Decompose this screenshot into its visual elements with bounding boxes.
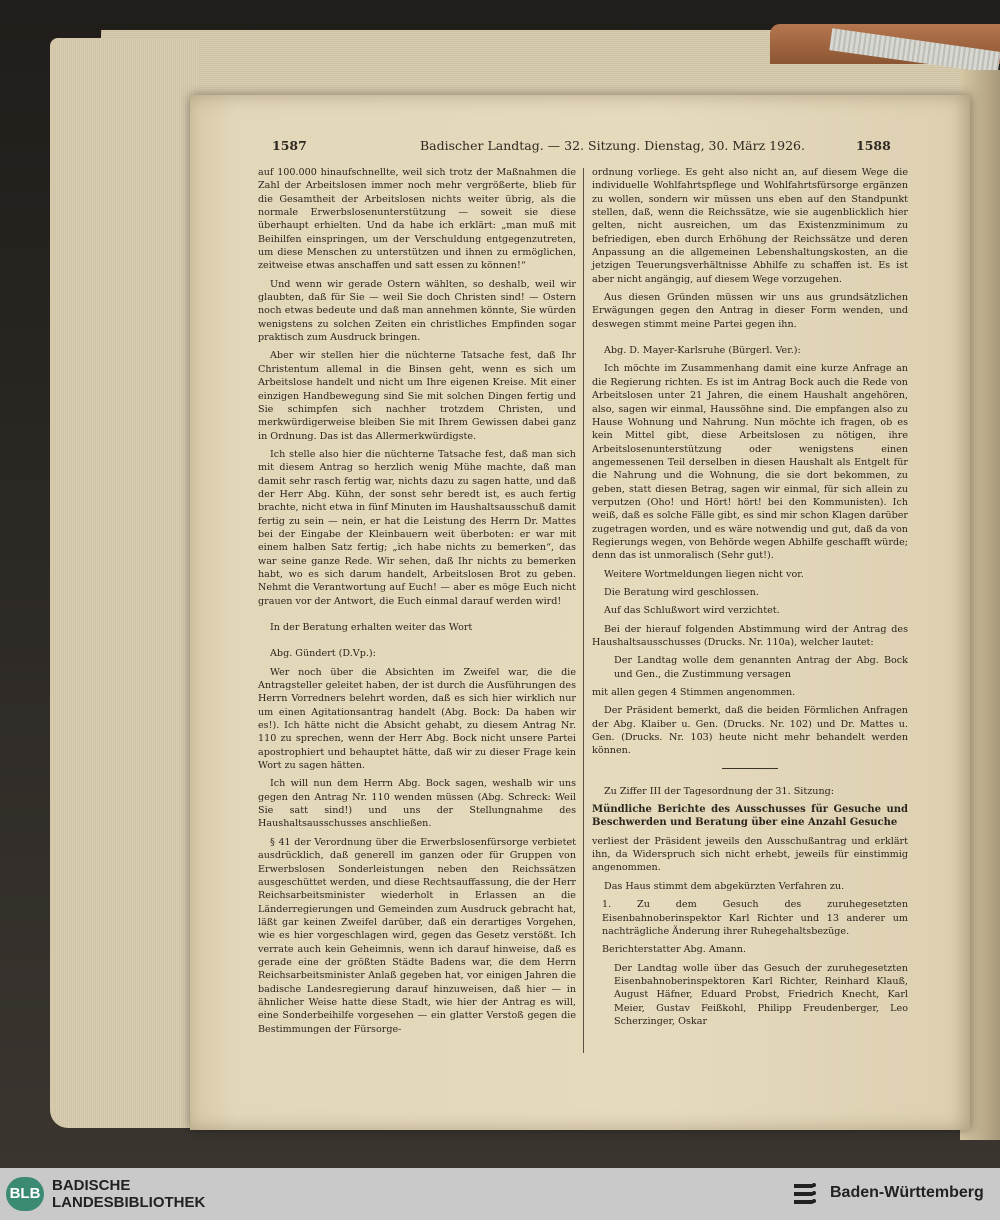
paragraph: Die Beratung wird geschlossen. bbox=[604, 586, 759, 598]
paragraph: Ich stelle also hier die nüchterne Tatsache fest, daß man sich mit diesem Antrag so herzlich wenig Mühe machte, daß man damit sehr rasch fertig war, nichts dazu zu sagen hatte, und daß der Herr Abg. Kühn, der sonst sehr beredt ist, es auch fertig brachte, nicht etwa in fünf Minuten im Haushaltsausschuß damit fertig zu sein — nein, er hat die Leistung des Herrn Dr. Mattes bei der Eingabe der Kleinbauern weit überboten: er war mit einem halben Satz fertig; „ich habe nichts zu bemerken“, das war seine ganze Rede. Wir sehen, daß Ihr nichts zu bemerken habt, wo es sich darum handelt, Arbeitslosen Brot zu geben. Nehmt die Verantwortung auf Euch! — aber es möge Euch nicht grauen vor der Antwort, die Euch einmal darauf werden wird! bbox=[258, 448, 576, 607]
paragraph: mit allen gegen 4 Stimmen angenommen. bbox=[592, 687, 796, 699]
section-heading: Mündliche Berichte des Ausschusses für Gesuche und Beschwerden und Beratung über eine Anzahl Gesuche bbox=[592, 804, 908, 829]
column-divider bbox=[583, 168, 584, 1053]
paragraph: Weitere Wortmeldungen liegen nicht vor. bbox=[604, 568, 804, 580]
paragraph: § 41 der Verordnung über die Erwerbslosenfürsorge verbietet ausdrücklich, daß generell im ganzen oder für Gruppen von Erwerbslosen Sonderleistungen neben den Reichssätzen ausgeschüttet werden, und diese Rechtsauffassung, die der Herr Reichsarbeitsminister wiederholt in Erlassen an die Länderregierungen und Gemeinden zum Ausdruck gebracht hat, läßt gar keinen Zweifel darüber, daß ein derartiges Vorgehen, wie es hier vorgeschlagen wird, gegen das Gesetz verstößt. Ich verrate auch kein Geheimnis, wenn ich darauf hinweise, daß es gerade eine der größten Städte Badens war, die dem Herrn Reichsarbeitsminister Anlaß gegeben hat, vor einigen Jahren die badische Landesregierung darauf hinzuweisen, daß hier — in ähnlicher Weise hatte diese Stadt, wie hier der Antrag es will, eine Sonderbeihilfe vorgesehen — ein glatter Verstoß gegen die Bestimmungen der Fürsorge- bbox=[258, 836, 576, 1035]
paragraph: Berichterstatter Abg. Amann. bbox=[602, 944, 747, 956]
library-name-line1: BADISCHE bbox=[52, 1177, 131, 1194]
page-number-left: 1587 bbox=[272, 138, 307, 153]
paragraph: Wer noch über die Absichten im Zweifel war, die die Antragsteller geleitet haben, der ist durch die Ausführungen des Herrn Vorredners belehrt worden, daß es sich hier wirklich nur um einen Agitationsantrag handelt (Abg. Bock: Da haben wir es!). Ich hätte nicht die Absicht gehabt, zu diesem Antrag Nr. 110 zu sprechen, wenn der Herr Abg. Bock nicht unsere Partei apostrophiert und behauptet hätte, daß wir zu dieser Frage kein Wort zu sagen hätten. bbox=[258, 666, 576, 772]
page-number-right: 1588 bbox=[856, 138, 891, 153]
blb-logo: BLB bbox=[6, 1177, 44, 1211]
right-column bbox=[592, 166, 908, 1033]
speaker-line: Abg. D. Mayer-Karlsruhe (Bürgerl. Ver.): bbox=[604, 345, 801, 357]
paragraph: Das Haus stimmt dem abgekürzten Verfahren zu. bbox=[604, 880, 845, 892]
running-header: Badischer Landtag. — 32. Sitzung. Dienstag, 30. März 1926. bbox=[420, 138, 805, 153]
page-stack-left bbox=[50, 38, 200, 1128]
paragraph: Ich will nun dem Herrn Abg. Bock sagen, weshalb wir uns gegen den Antrag Nr. 110 wenden müssen (Abg. Schreck: Weil Sie satt sind!) und uns der Stellungnahme des Haushaltsausschusses anschließen. bbox=[258, 778, 576, 830]
speaker-line: Abg. Gündert (D.Vp.): bbox=[270, 648, 376, 660]
paragraph: ordnung vorliege. Es geht also nicht an, auf diesem Wege die individuelle Wohlfahrtspflege und Wohlfahrtsfürsorge ergänzen zu wollen, sondern wir müssen uns eben auf den Standpunkt stellen, daß, wenn die Reichssätze, wie sie augenblicklich hier gelten, nicht ausreichen, um das Existenzminimum zu befriedigen, eben durch Erhöhung der Reichssätze und deren Anpassung an die allgemeinen Lebenshaltungskosten, an die jetzigen Teuerungsverhältnisse Abhilfe zu schaffen ist. Es ist aber nicht angängig, auf diesem Wege vorzugehen. bbox=[592, 167, 908, 285]
state-name: Baden-Württemberg bbox=[830, 1184, 984, 1201]
paragraph: Aber wir stellen hier die nüchterne Tatsache fest, daß Ihr Christentum allemal in die Binsen geht, wenn es sich um Arbeitslose handelt und nicht um Ihre eigenen Kreise. Mit einer einzigen Handbewegung sind Sie mit solchen Dingen fertig und Sie schimpfen sich nachher trotzdem Christen, und merkwürdigerweise bleiben Sie mit Ihrem Gewissen dabei ganz in Ordnung. Das ist das Allermerkwürdigste. bbox=[258, 350, 576, 442]
left-column bbox=[258, 166, 576, 1041]
paragraph: auf 100.000 hinaufschnellte, weil sich trotz der Maßnahmen die Zahl der Arbeitslosen immer noch mehr vergrößerte, blieb für die Gesamtheit der Arbeitslosen nichts weiter übrig, als die normale Erwerbslosenunterstützung — soweit sie diese überhaupt erhielten. Und da habe ich erklärt: „man muß mit Beihilfen einspringen, um der Verschuldung entgegenzutreten, um diese Menschen zu unterstützen und ihnen zu ermöglichen, zeitweise etwas anschaffen und satt essen zu können!“ bbox=[258, 167, 576, 272]
paragraph: In der Beratung erhalten weiter das Wort bbox=[270, 622, 473, 633]
quoted-motion: Der Landtag wolle über das Gesuch der zuruhegesetzten Eisenbahnoberinspektoren Karl Richter, Reinhard Klauß, August Häfner, Eduard Probst, Friedrich Knecht, Karl Meier, Gustav Feißkohl, Philipp Freudenberger, Leo Scherzinger, Oskar bbox=[614, 962, 908, 1027]
paragraph: Auf das Schlußwort wird verzichtet. bbox=[604, 605, 780, 617]
paragraph: Ich möchte im Zusammenhang damit eine kurze Anfrage an die Regierung richten. Es ist im Antrag Bock auch die Rede von Arbeitslosen unter 21 Jahren, die einem Haushalt angehören, also, sagen wir einmal, Haussöhne sind. Die empfangen also zu Hause Wohnung und Nahrung. Nun möchte ich fragen, ob es kein Mittel gibt, diese Arbeitslosen zu nötigen, ihre Arbeitslosenunterstützung oder wenigstens einen angemessenen Teil derselben in diesen Haushalt als Entgelt für die Nahrung und die Wohnung, die sie dort bekommen, zu geben, statt diesen Betrag, sagen wir einmal, für sich allein zu verputzen (Oho! und Hört! hört! bei den Kommunisten). Ich weiß, daß es solche Fälle gibt, es sind mir schon Klagen darüber zugetragen worden, und es wäre notwendig und gut, daß da von Regierungs wegen, von Behörde wegen Abhilfe geschafft würde; denn das ist unmoralisch (Sehr gut!). bbox=[592, 363, 908, 562]
paragraph: Zu Ziffer III der Tagesordnung der 31. Sitzung: bbox=[604, 785, 835, 797]
library-name-line2: LANDESBIBLIOTHEK bbox=[52, 1194, 206, 1211]
library-name bbox=[52, 1177, 205, 1211]
list-item: 1. Zu dem Gesuch des zuruhegesetzten Eisenbahnoberinspektor Karl Richter und 13 anderer um nachträgliche Änderung ihrer Ruhegehaltsbezüge. bbox=[602, 899, 908, 937]
paragraph: Und wenn wir gerade Ostern wählten, so deshalb, weil wir glaubten, daß für Sie — weil Sie doch Christen sind! — Ostern noch etwas bedeute und daß man annehmen könnte, Sie würden wenigstens zu solchen Zeiten ein christliches Empfinden sogar praktisch zum Ausdruck bringen. bbox=[258, 278, 576, 344]
paragraph: verliest der Präsident jeweils den Ausschußantrag und erklärt ihn, da Widerspruch sich nicht erhebt, jeweils für einstimmig angenommen. bbox=[592, 835, 908, 874]
quoted-motion: Der Landtag wolle dem genannten Antrag der Abg. Bock und Gen., die Zustimmung versagen bbox=[614, 655, 908, 680]
paragraph: Aus diesen Gründen müssen wir uns aus grundsätzlichen Erwägungen gegen den Antrag in dieser Form wenden, und deswegen stimmt meine Partei gegen ihn. bbox=[592, 292, 908, 330]
footer-bar bbox=[0, 1168, 1000, 1220]
section-rule bbox=[722, 768, 778, 769]
paragraph: Der Präsident bemerkt, daß die beiden Förmlichen Anfragen der Abg. Klaiber u. Gen. (Drucks. Nr. 102) und Dr. Mattes u. Gen. (Drucks. Nr. 103) heute nicht mehr behandelt werden können. bbox=[592, 705, 908, 757]
paragraph: Bei der hierauf folgenden Abstimmung wird der Antrag des Haushaltsausschusses (Drucks. Nr. 110a), welcher lautet: bbox=[592, 623, 908, 648]
lion-crest-icon bbox=[790, 1178, 822, 1210]
